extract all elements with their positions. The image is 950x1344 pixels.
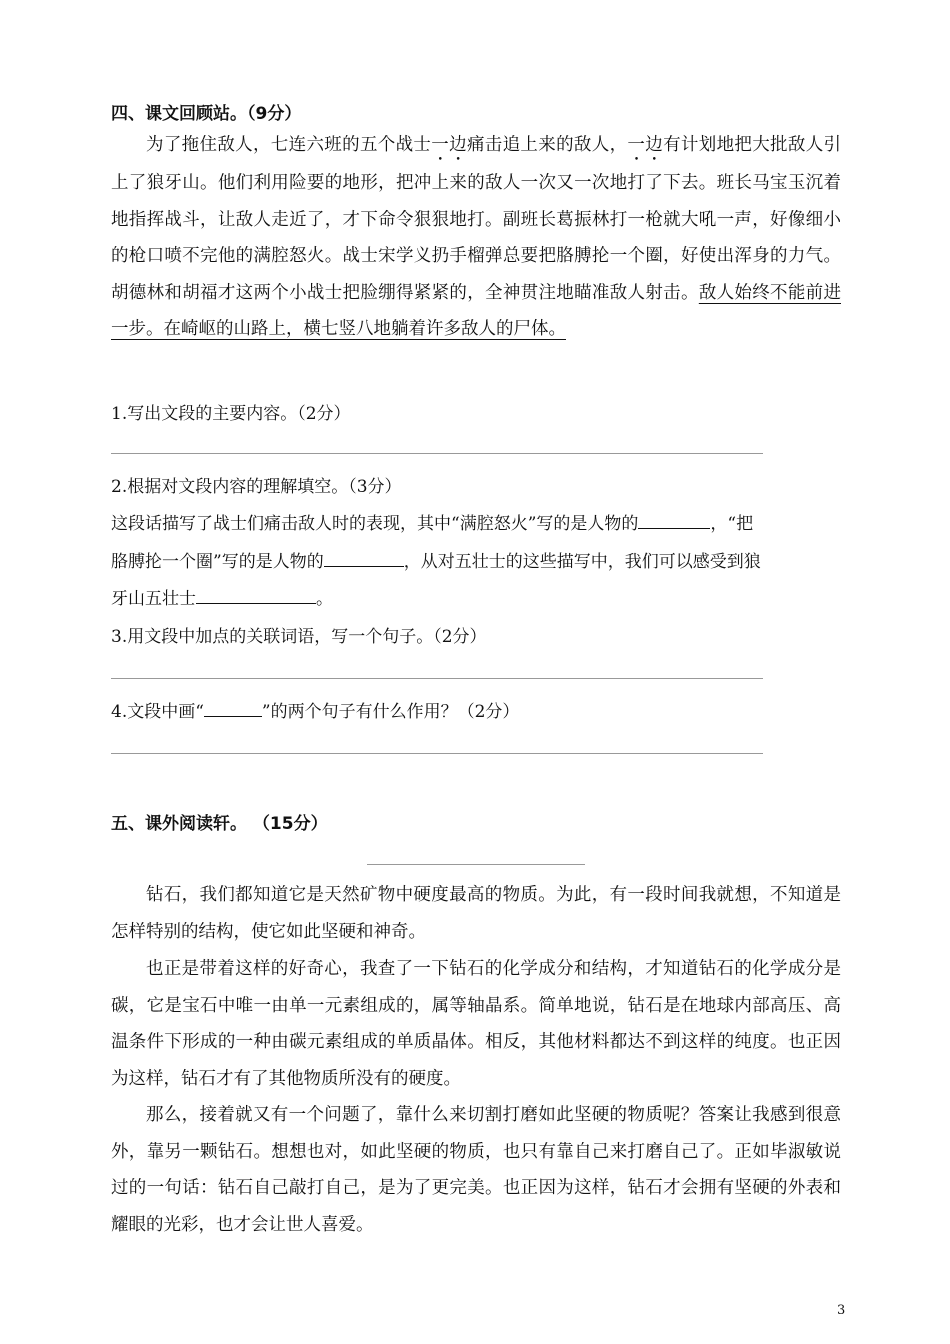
section5-paragraph-3: 那么，接着就又有一个问题了，靠什么来切割打磨如此坚硬的物质呢？答案让我感到很意外，靠另一颗钻石。想想也对，如此坚硬的物质，也只有靠自己来打磨自己了。正如毕淑敏说过的一句话：钻石自己敲打自己，是为了更完美。也正因为这样，钻石才会拥有坚硬的外表和耀眼的光彩，也才会让世人喜爱。 (111, 1105, 841, 1235)
blank-3[interactable] (196, 587, 316, 604)
q2-text-a: 这段话描写了战士们痛击敌人时的表现，其中“满腔怒火”写的是人物的 (111, 514, 639, 534)
passage-part3: 有计划地把大批敌人引上了狼牙山。他们利用险要的地形，把冲上来的敌人一次又一次地打了下去。班长马宝玉沉着地指挥战斗，让敌人走近了，才下命令狠狠地打。副班长葛振林打一枪就大吼一声，好像细小的枪口喷不完他的满腔怒火。战士宋学义扔手榴弹总要把胳膊抡一个圈，好使出浑身的力气。胡德林和胡福才这两个小战士把脸绷得紧紧的，全神贯注地瞄准敌人射击。 (111, 135, 842, 303)
section5-title: 五、课外阅读轩。 （15分） (111, 814, 328, 834)
section4-passage (111, 127, 841, 348)
answer-line-3[interactable] (111, 678, 763, 679)
page-number: 3 (837, 1303, 846, 1318)
q2-text-d: ，从对五壮士的这些描写中，我们可以感受到狼 (403, 552, 761, 572)
passage-part2: 痛击追上来的敌人， (466, 135, 628, 155)
underlined-sentences: 敌人始终不能前进一步。在崎岖的山路上，横七竖八地躺着许多敌人的尸体。 (111, 282, 841, 339)
q4-text-b: ”的两个句子有什么作用？（2分） (261, 702, 520, 722)
question-4 (111, 697, 519, 722)
underline-sample (204, 700, 262, 717)
q2-text-b: ，“把 (710, 514, 754, 534)
question-2-line-2 (111, 547, 761, 572)
passage-part1: 为了拖住敌人，七连六班的五个战士 (146, 135, 432, 155)
section5-paragraph-2: 也正是带着这样的好奇心，我查了一下钻石的化学成分和结构，才知道钻石的化学成分是碳，它是宝石中唯一由单一元素组成的，属等轴晶系。简单地说，钻石是在地球内部高压、高温条件下形成的一种由碳元素组成的单质晶体。相反，其他材料都达不到这样的纯度。也正因为这样，钻石才有了其他物质所没有的硬度。 (111, 959, 841, 1089)
section4-title: 四、课文回顾站。（9分） (111, 104, 302, 124)
answer-line-4[interactable] (111, 753, 763, 754)
q2-text-e: 牙山五壮士 (111, 589, 196, 609)
q2-text-c: 胳膊抡一个圈”写的是人物的 (111, 552, 324, 572)
q4-text-a: 4.文段中画“ (111, 702, 204, 722)
blank-1[interactable] (638, 512, 710, 529)
dotted-word-2: 一边 (627, 135, 664, 155)
question-2-line-1 (111, 509, 753, 534)
q2-text-f: 。 (316, 589, 333, 609)
question-2-line-3 (111, 584, 333, 609)
answer-line-1[interactable] (111, 453, 763, 454)
question-2: 2.根据对文段内容的理解填空。（3分） (111, 477, 402, 497)
blank-2[interactable] (324, 550, 404, 567)
dotted-word-1: 一边 (431, 135, 467, 155)
article-title-blank[interactable] (367, 864, 585, 865)
section5-paragraph-1: 钻石，我们都知道它是天然矿物中硬度最高的物质。为此，有一段时间我就想，不知道是怎样特别的结构，使它如此坚硬和神奇。 (111, 885, 841, 942)
question-3: 3.用文段中加点的关联词语，写一个句子。（2分） (111, 627, 487, 647)
question-1: 1.写出文段的主要内容。（2分） (111, 404, 351, 424)
